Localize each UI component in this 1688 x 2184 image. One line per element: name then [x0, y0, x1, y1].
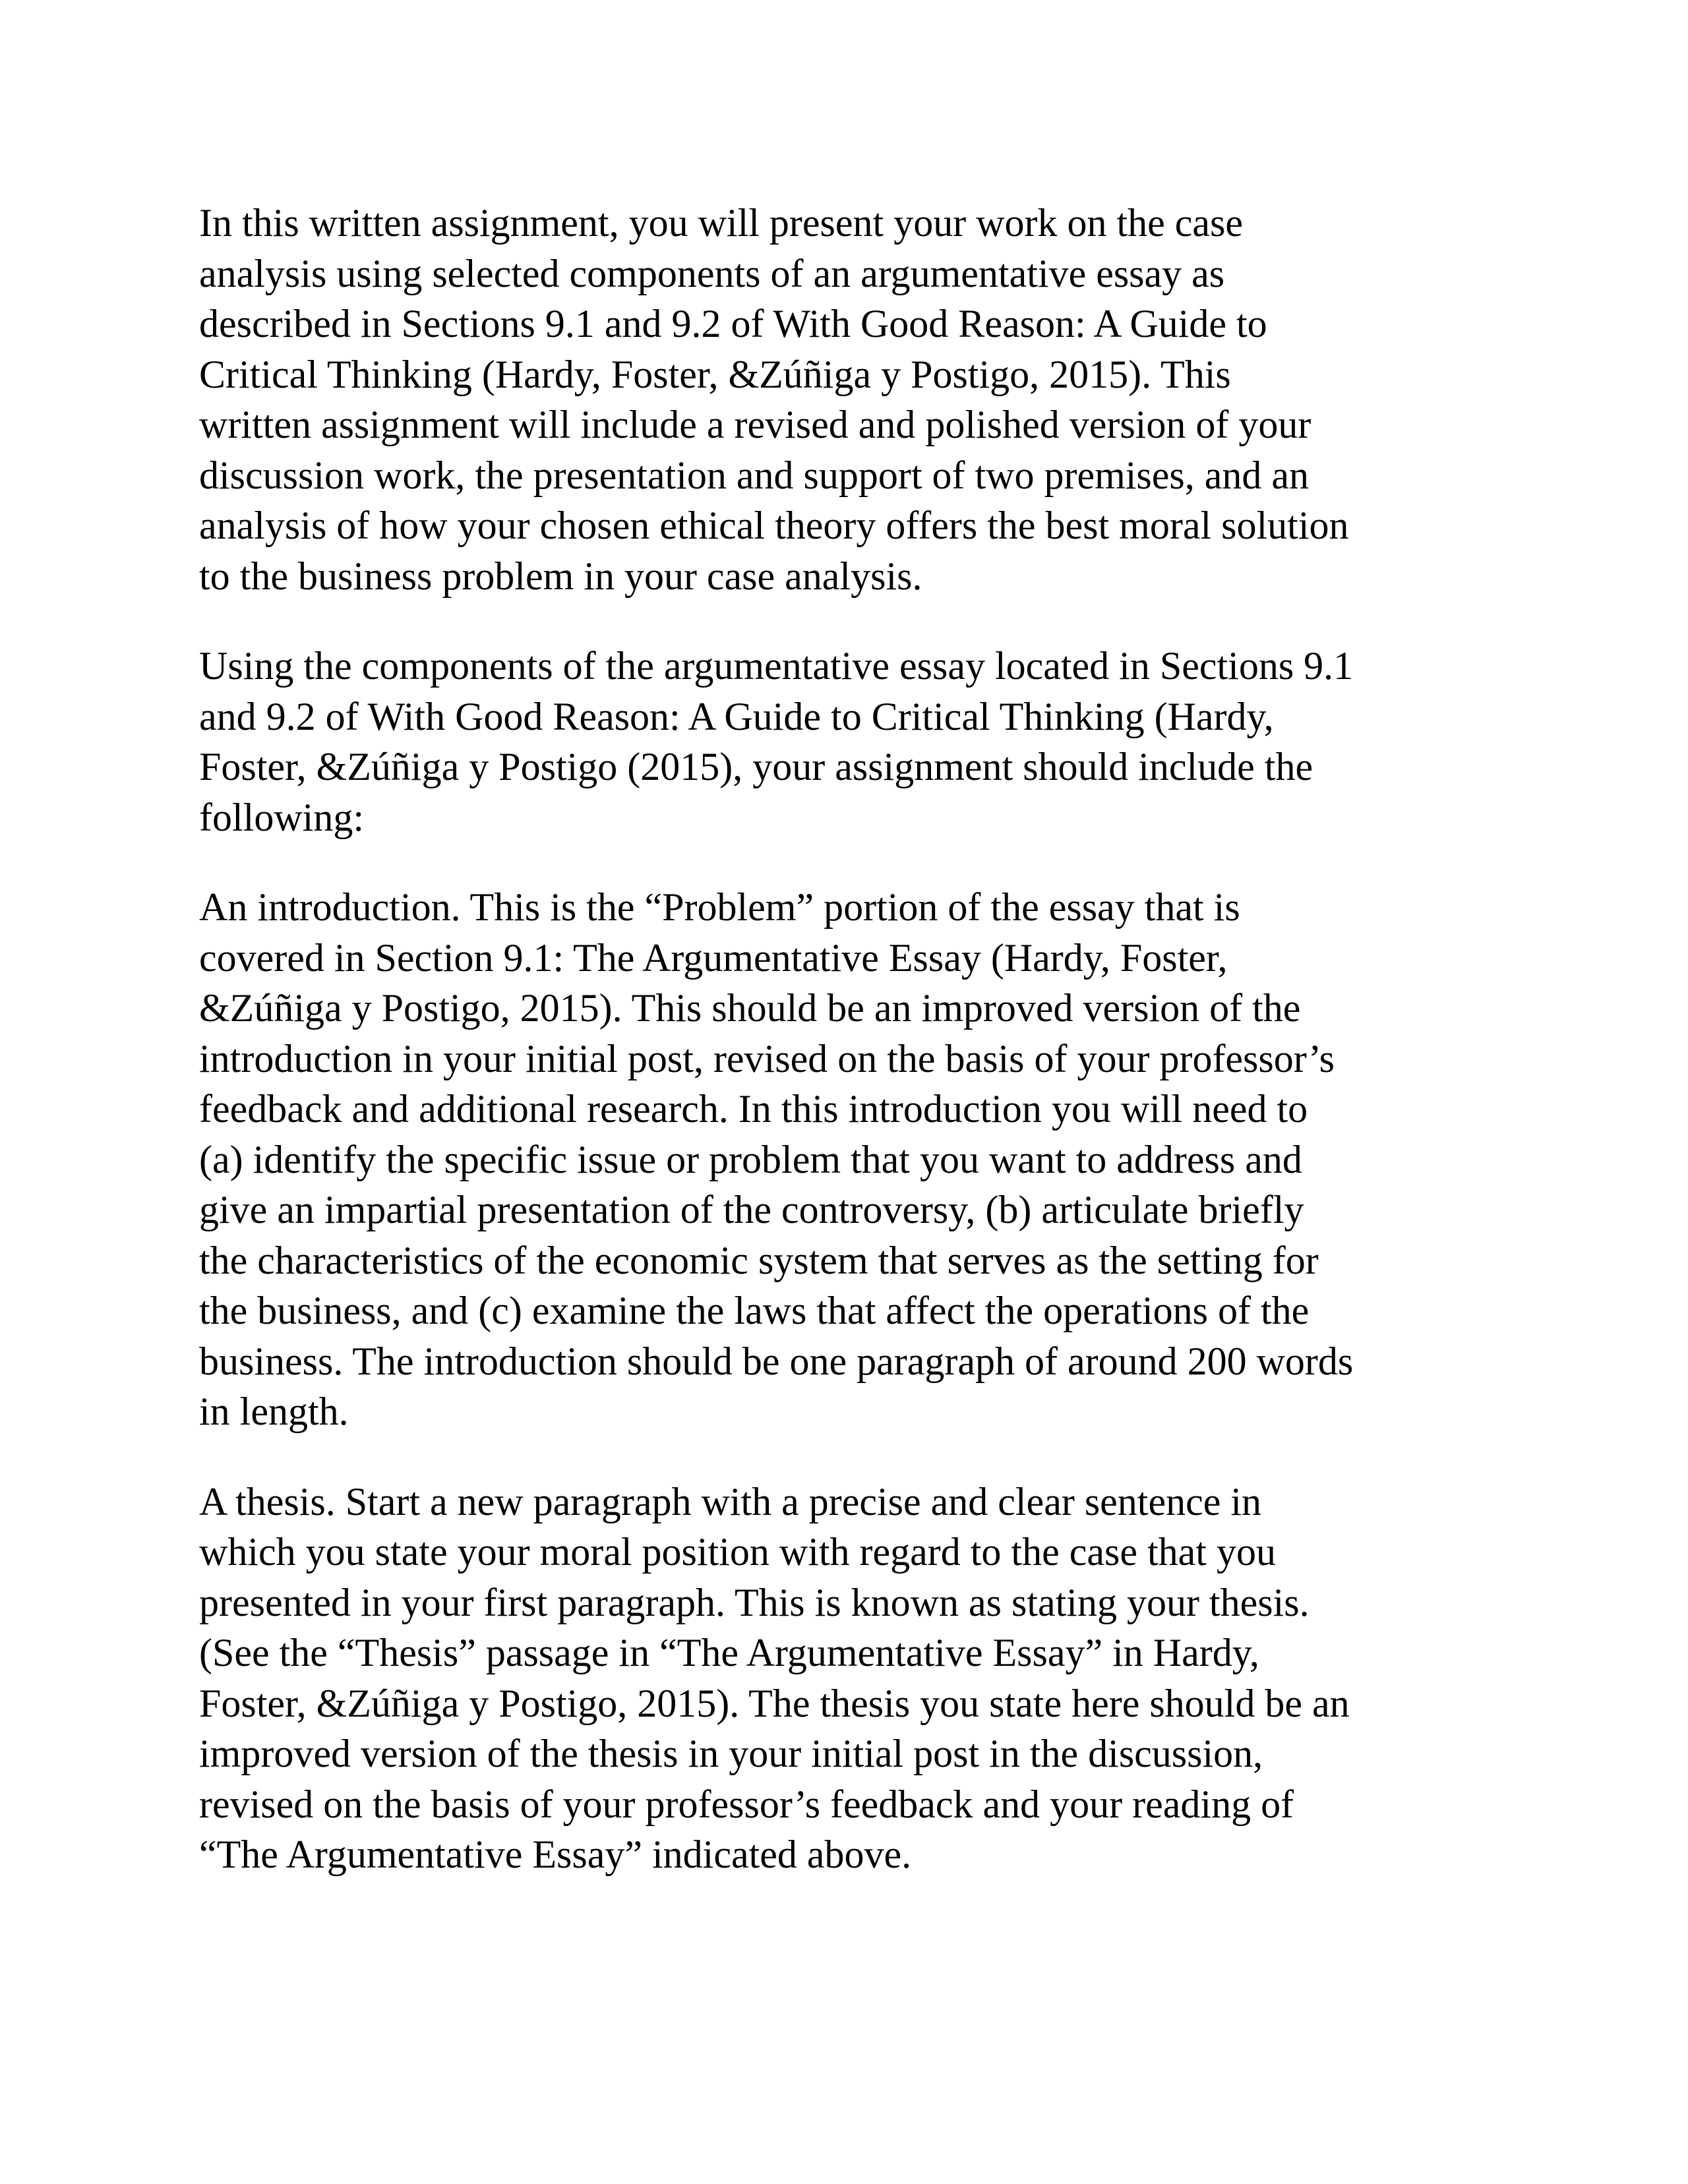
text-line: introduction in your initial post, revised on the basis of your professor’s — [199, 1036, 1335, 1080]
text-line: in length. — [199, 1390, 349, 1433]
text-line: give an impartial presentation of the controversy, (b) articulate briefly — [199, 1188, 1304, 1231]
text-line: Foster, &Zúñiga y Postigo (2015), your assignment should include the — [199, 745, 1313, 788]
paragraph-introduction — [199, 882, 1511, 1437]
text-line: Foster, &Zúñiga y Postigo, 2015). The thesis you state here should be an — [199, 1681, 1350, 1725]
text-line: (a) identify the specific issue or problem that you want to address and — [199, 1137, 1302, 1181]
text-line: feedback and additional research. In this introduction you will need to — [199, 1087, 1308, 1131]
paragraph-assignment-overview — [199, 198, 1511, 601]
text-line: A thesis. Start a new paragraph with a precise and clear sentence in — [199, 1479, 1262, 1523]
text-line: and 9.2 of With Good Reason: A Guide to Critical Thinking (Hardy, — [199, 694, 1274, 738]
text-line: Critical Thinking (Hardy, Foster, &Zúñiga y Postigo, 2015). This — [199, 352, 1231, 396]
text-line: business. The introduction should be one paragraph of around 200 words — [199, 1339, 1354, 1383]
paragraph-components — [199, 641, 1511, 842]
text-line: analysis using selected components of an argumentative essay as — [199, 251, 1225, 295]
text-line: written assignment will include a revised and polished version of your — [199, 403, 1311, 446]
text-line: “The Argumentative Essay” indicated above. — [199, 1833, 912, 1876]
text-line: Using the components of the argumentative essay located in Sections 9.1 — [199, 644, 1354, 688]
text-line: the characteristics of the economic system that serves as the setting for — [199, 1238, 1319, 1282]
text-line: discussion work, the presentation and support of two premises, and an — [199, 453, 1310, 497]
text-line: revised on the basis of your professor’s feedback and your reading of — [199, 1782, 1294, 1826]
text-line: which you state your moral position with regard to the case that you — [199, 1530, 1276, 1574]
text-line: &Zúñiga y Postigo, 2015). This should be an improved version of the — [199, 986, 1301, 1030]
text-line: to the business problem in your case analysis. — [199, 554, 922, 598]
text-line: (See the “Thesis” passage in “The Argumentative Essay” in Hardy, — [199, 1631, 1259, 1674]
paragraph-thesis — [199, 1477, 1511, 1880]
text-line: analysis of how your chosen ethical theory offers the best moral solution — [199, 504, 1349, 547]
text-line: presented in your first paragraph. This is known as stating your thesis. — [199, 1580, 1310, 1624]
text-line: the business, and (c) examine the laws that affect the operations of the — [199, 1289, 1310, 1332]
text-line: described in Sections 9.1 and 9.2 of With Good Reason: A Guide to — [199, 302, 1267, 345]
text-line: improved version of the thesis in your initial post in the discussion, — [199, 1732, 1263, 1775]
text-line: In this written assignment, you will present your work on the case — [199, 201, 1244, 245]
text-line: An introduction. This is the “Problem” portion of the essay that is — [199, 885, 1240, 929]
document-page — [199, 198, 1511, 1920]
text-line: following: — [199, 795, 364, 839]
text-line: covered in Section 9.1: The Argumentative Essay (Hardy, Foster, — [199, 935, 1228, 980]
